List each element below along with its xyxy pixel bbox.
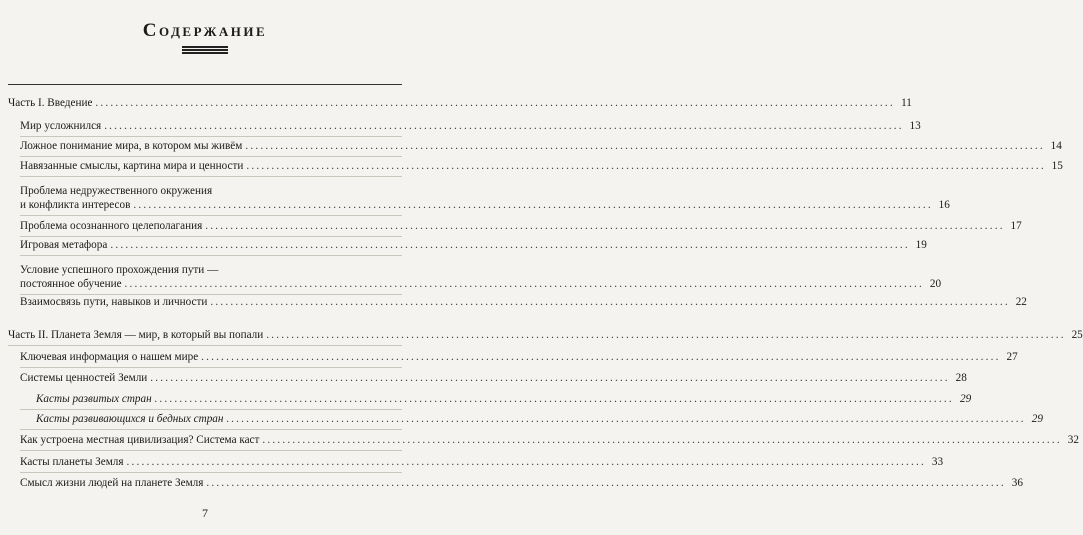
toc-entry: [8, 412, 1043, 426]
toc-entry-text: Касты развитых стран: [36, 393, 152, 405]
dot-leader: ................................................................................................................................................................: [133, 199, 933, 211]
dot-leader: ................................................................................................................................................................: [210, 296, 1010, 308]
entry-separator: [20, 450, 402, 451]
entry-separator: [20, 176, 402, 177]
page-title: Содержание: [142, 20, 268, 41]
dot-leader: ................................................................................................................................................................: [246, 160, 1046, 172]
toc-page-number: 29: [1031, 413, 1043, 425]
dot-leader: ................................................................................................................................................................: [262, 434, 1062, 446]
toc-page-number: 13: [909, 120, 921, 132]
toc-page-number: 33: [931, 456, 944, 468]
toc-entry-text: Мир усложнился: [20, 120, 102, 132]
toc-page-number: 15: [1051, 160, 1063, 172]
dot-leader: ................................................................................................................................................................: [124, 278, 925, 290]
toc-page-number: 16: [938, 199, 950, 211]
toc-entry-text: Условие успешного прохождения пути —: [20, 264, 219, 276]
entry-separator: [20, 236, 402, 237]
entry-separator: [20, 156, 402, 157]
title-ornament: [182, 46, 228, 58]
toc-entry: [8, 295, 1027, 309]
entry-separator: [8, 345, 402, 346]
toc-entry-text: Взаимосвязь пути, навыков и личности: [20, 296, 208, 308]
toc-entry-text: Системы ценностей Земли: [20, 372, 148, 384]
dot-leader: ................................................................................................................................................................: [201, 351, 1001, 363]
toc-page-number: 25: [1071, 329, 1083, 341]
toc-entry: [8, 96, 912, 110]
toc-entry: [8, 139, 1062, 153]
toc-entry-text: Ложное понимание мира, в котором мы живём: [20, 140, 243, 152]
dot-leader: ................................................................................................................................................................: [205, 220, 1005, 232]
entry-separator: [20, 409, 402, 410]
toc-entry: [8, 119, 921, 133]
toc-entry-text: Как устроена местная цивилизация? Система каст: [20, 434, 260, 446]
toc-page-number: 17: [1010, 220, 1022, 232]
entry-separator: [20, 255, 402, 256]
dot-leader: ................................................................................................................................................................: [266, 329, 1066, 341]
toc-entry-text: Часть I. Введение: [8, 97, 93, 109]
toc-entry: [8, 219, 1022, 233]
toc-page-number: 11: [901, 97, 912, 109]
dot-leader: ................................................................................................................................................................: [226, 413, 1026, 425]
toc-page-number: 27: [1006, 351, 1018, 363]
toc-entry-text: Проблема осознанного целеполагания: [20, 220, 203, 232]
toc-entry-text: Ключевая информация о нашем мире: [20, 351, 199, 363]
dot-leader: ................................................................................................................................................................: [245, 140, 1045, 152]
toc-entry-text: Навязанные смыслы, картина мира и ценности: [20, 160, 244, 172]
toc-entry: [8, 433, 1079, 447]
toc-page-number: 22: [1015, 296, 1027, 308]
toc-entry-text: и конфликта интересов: [20, 199, 131, 211]
entry-separator: [20, 472, 402, 473]
toc-entry: [8, 328, 1083, 342]
toc-page-number: 19: [915, 239, 927, 251]
entry-separator: [20, 367, 402, 368]
toc-entry: [8, 371, 967, 385]
toc-page-number: 29: [959, 393, 972, 405]
toc-entry-text: Смысл жизни людей на планете Земля: [20, 477, 204, 489]
toc-entry-text: Часть II. Планета Земля — мир, в который вы попали: [8, 329, 264, 341]
toc-entry-text: Касты развивающихся и бедных стран: [36, 413, 224, 425]
toc-entry: [8, 350, 1018, 364]
toc-page-number: 36: [1011, 477, 1023, 489]
toc-page-number: 14: [1050, 140, 1062, 152]
dot-leader: ................................................................................................................................................................: [95, 97, 895, 109]
toc-page-number: 32: [1067, 434, 1079, 446]
toc-entry: [8, 238, 927, 252]
toc-entry: [8, 392, 972, 406]
toc-entry: [8, 476, 1023, 490]
toc-entry-text: постоянное обучение: [20, 278, 122, 290]
toc-entry: [8, 184, 950, 212]
toc-entry-text: Касты планеты Земля: [20, 456, 124, 468]
toc-entry: [8, 263, 942, 291]
dot-leader: ................................................................................................................................................................: [104, 120, 904, 132]
toc-entry-text: Проблема недружественного окружения: [20, 185, 213, 197]
entry-separator: [20, 136, 402, 137]
dot-leader: ................................................................................................................................................................: [154, 393, 955, 405]
toc-page-number: 20: [929, 278, 942, 290]
toc-entry: [8, 159, 1063, 173]
dot-leader: ................................................................................................................................................................: [126, 456, 927, 468]
toc-page-number: 28: [955, 372, 967, 384]
dot-leader: ................................................................................................................................................................: [150, 372, 950, 384]
toc-entry: [8, 455, 944, 469]
entry-separator: [20, 429, 402, 430]
dot-leader: ................................................................................................................................................................: [110, 239, 910, 251]
dot-leader: ................................................................................................................................................................: [206, 477, 1006, 489]
toc-entry-text: Игровая метафора: [20, 239, 108, 251]
page-number: 7: [202, 506, 208, 520]
entry-separator: [20, 215, 402, 216]
header-rule: [8, 84, 402, 85]
